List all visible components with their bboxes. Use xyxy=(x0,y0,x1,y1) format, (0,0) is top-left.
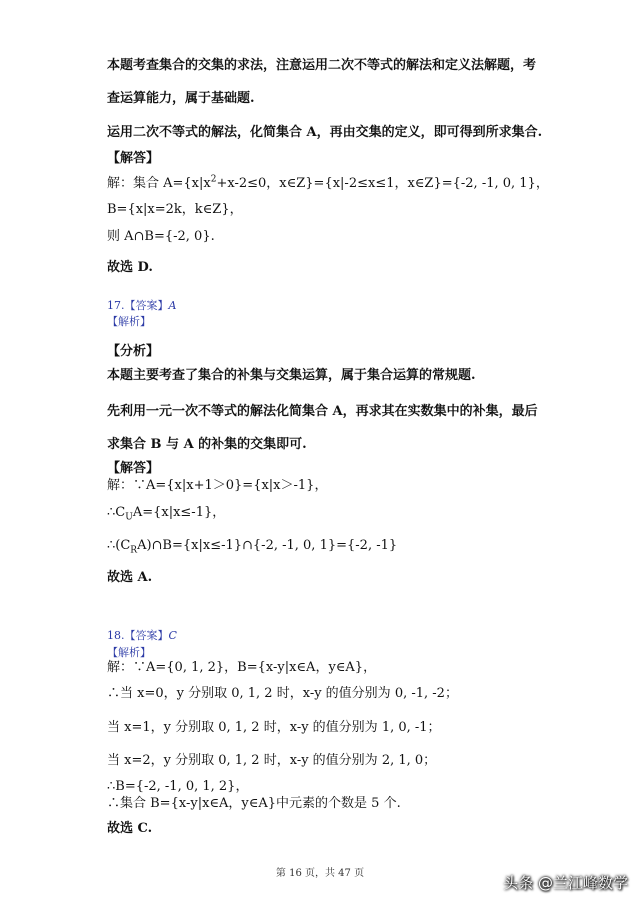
solution-line-intersection: 则 A∩B={-2, 0}. xyxy=(107,229,215,244)
analysis-heading: 【分析】 xyxy=(107,344,160,359)
analysis-line-3: 运用二次不等式的解法，化简集合 A，再由交集的定义，即可得到所求集合. xyxy=(107,125,543,140)
answer-letter: A xyxy=(168,299,177,312)
q18-solution-line-2: ∴当 x=0，y 分别取 0, 1, 2 时，x-y 的值分别为 0, -1, -2； xyxy=(107,686,458,701)
q18-conclusion-line: 故选 C. xyxy=(107,821,153,836)
subscript: U xyxy=(125,512,133,523)
subscript: R xyxy=(130,545,138,556)
q17-answer-label xyxy=(107,298,176,314)
answer-letter: C xyxy=(168,629,177,642)
q18-solution-line-6: ∴集合 B={x-y|x∈A，y∈A}中元素的个数是 5 个. xyxy=(107,796,401,811)
q18-solution-line-1: 解：∵A={0, 1, 2}，B={x-y|x∈A，y∈A}， xyxy=(107,660,377,675)
solution-text: A)∩B={x|x≤-1}∩{-2, -1, 0, 1}={-2, -1} xyxy=(137,538,398,553)
answer-label: 18.【答案】 xyxy=(107,629,169,642)
solution-text: A={x|x≤-1}， xyxy=(132,505,226,520)
q17-solution-line-2 xyxy=(107,505,225,521)
answer-heading: 【解答】 xyxy=(107,461,160,476)
page-footer: 第 16 页，共 47 页 xyxy=(275,868,365,879)
conclusion-line: 故选 D. xyxy=(107,260,153,275)
q17-analysis-line-2: 先利用一元一次不等式的解法化简集合 A，再求其在实数集中的补集，最后 xyxy=(107,404,538,419)
superscript: 2 xyxy=(210,174,217,185)
solution-text: +x-2≤0，x∈Z}={x|-2≤x≤1，x∈Z}={-2, -1, 0, 1}， xyxy=(216,176,549,191)
solution-text: ∴C xyxy=(107,505,126,520)
watermark: 头条 @兰江峰数学 xyxy=(503,874,628,892)
analysis-line-1: 本题考查集合的交集的求法，注意运用二次不等式的解法和定义法解题，考 xyxy=(107,58,537,73)
solution-text: 解：集合 A={x|x xyxy=(107,176,211,191)
q17-explanation-label: 【解析】 xyxy=(107,315,151,328)
answer-heading: 【解答】 xyxy=(107,151,160,166)
q17-analysis-line-3: 求集合 B 与 A 的补集的交集即可. xyxy=(107,437,307,452)
analysis-line-2: 查运算能力，属于基础题. xyxy=(107,91,255,106)
q17-solution-line-1: 解：∵A={x|x+1＞0}={x|x＞-1}， xyxy=(107,478,328,493)
q17-analysis-line-1: 本题主要考查了集合的补集与交集运算，属于集合运算的常规题. xyxy=(107,368,476,383)
q18-answer-label xyxy=(107,628,177,644)
q18-solution-line-4: 当 x=2，y 分别取 0, 1, 2 时，x-y 的值分别为 2, 1, 0； xyxy=(107,753,437,768)
q18-solution-line-3: 当 x=1，y 分别取 0, 1, 2 时，x-y 的值分别为 1, 0, -1； xyxy=(107,720,441,735)
solution-line-set-b: B={x|x=2k，k∈Z}， xyxy=(107,202,243,217)
q17-conclusion-line: 故选 A. xyxy=(107,570,153,585)
solution-line-set-a xyxy=(107,176,549,192)
q18-explanation-label: 【解析】 xyxy=(107,646,151,659)
q17-solution-line-3 xyxy=(107,538,397,554)
q18-solution-line-5: ∴B={-2, -1, 0, 1, 2}， xyxy=(107,779,249,794)
solution-text: ∴(C xyxy=(107,538,131,553)
answer-label: 17.【答案】 xyxy=(107,299,169,312)
